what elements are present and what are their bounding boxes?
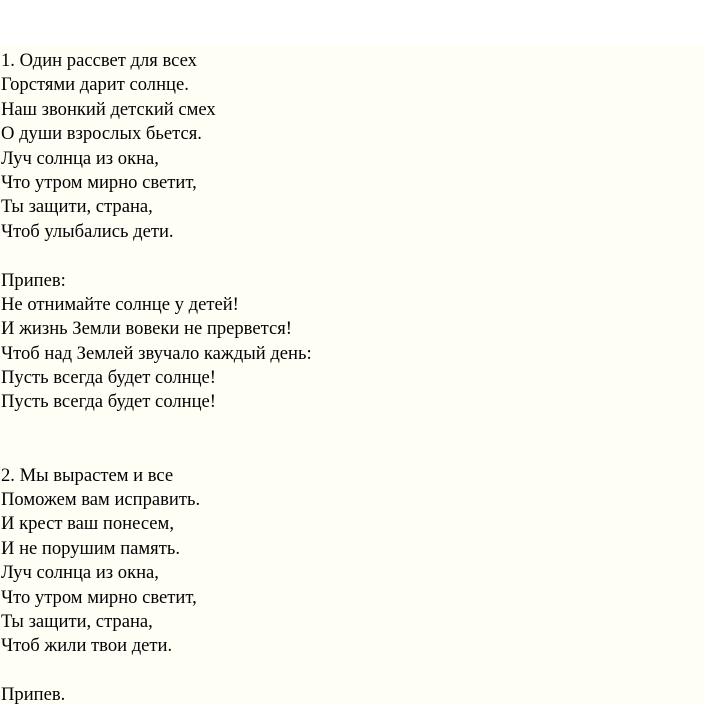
stanza-spacer — [1, 415, 704, 464]
chorus-reference-line: Припев. — [1, 684, 66, 704]
verse-line: Луч солнца из окна, — [1, 562, 159, 584]
stanza-spacer — [1, 659, 704, 683]
verse-line: Что утром мирно светит, — [1, 171, 197, 193]
verse-line: Ты защити, страна, — [1, 196, 153, 218]
verse-line: Чтоб улыбались дети. — [1, 220, 174, 242]
verse-line: Наш звонкий детский смех — [1, 98, 216, 120]
verse-line: Горстями дарит солнце. — [1, 74, 189, 96]
verse-line: И крест ваш понесем, — [1, 513, 174, 535]
chorus-heading: Припев: — [1, 269, 66, 291]
chorus-line: Чтоб над Землей звучало каждый день: — [1, 342, 312, 364]
verse-1 — [1, 49, 704, 244]
chorus-line: И жизнь Земли вовеки не прервется! — [1, 318, 292, 340]
chorus-line: Пусть всегда будет солнце! — [1, 391, 216, 413]
chorus-line: Не отнимайте солнце у детей! — [1, 293, 239, 315]
verse-2 — [1, 464, 704, 659]
verse-line: 2. Мы вырастем и все — [1, 464, 174, 486]
verse-line: Поможем вам исправить. — [1, 489, 201, 511]
verse-line: О души взрослых бьется. — [1, 123, 202, 145]
chorus-reference — [1, 683, 704, 704]
verse-line: И не порушим память. — [1, 537, 180, 559]
song-lyrics — [0, 46, 704, 704]
verse-line: Ты защити, страна, — [1, 611, 153, 632]
verse-line: Луч солнца из окна, — [1, 147, 159, 169]
verse-line: Чтоб жили твои дети. — [1, 635, 173, 657]
verse-line: 1. Один рассвет для всех — [1, 50, 197, 71]
verse-line: Что утром мирно светит, — [1, 586, 197, 608]
stanza-spacer — [1, 244, 704, 268]
chorus — [1, 269, 704, 415]
chorus-line: Пусть всегда будет солнце! — [1, 367, 216, 389]
